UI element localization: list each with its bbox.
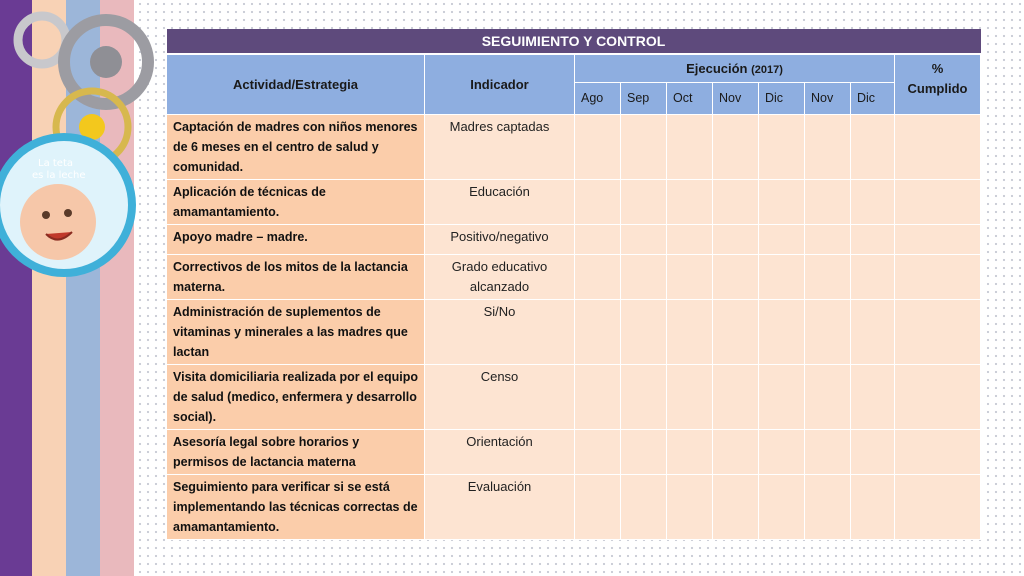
month-cell [851,224,895,254]
month-cell [851,364,895,429]
month-cell [805,474,851,539]
month-cell [805,364,851,429]
month-cell [621,224,667,254]
activity-cell: Visita domiciliaria realizada por el equipo de salud (medico, enfermera y desarrollo social). [167,364,425,429]
month-cell [575,254,621,299]
header-execution [575,54,895,82]
activity-cell: Asesoría legal sobre horarios y permisos de lactancia materna [167,429,425,474]
percent-cell [895,364,981,429]
activity-cell: Seguimiento para verificar si se está implementando las técnicas correctas de amamantamiento. [167,474,425,539]
month-cell [621,429,667,474]
month-cell [575,474,621,539]
month-cell [667,299,713,364]
month-cell [621,474,667,539]
month-cell [575,364,621,429]
month-cell [667,429,713,474]
month-cell [713,474,759,539]
month-cell [713,179,759,224]
month-cell [759,299,805,364]
month-cell [759,474,805,539]
header-percent-symbol: % [931,61,944,76]
month-header: Dic [759,82,805,114]
month-cell [667,474,713,539]
month-cell [713,299,759,364]
table-row [167,114,981,179]
indicator-cell: Grado educativo alcanzado [425,254,575,299]
month-cell [575,224,621,254]
table-body [167,114,981,539]
baby-face-icon [20,184,96,260]
percent-cell [895,179,981,224]
logo-text-line1: La teta [38,158,73,169]
month-cell [667,364,713,429]
month-cell [621,179,667,224]
tracking-table [166,29,981,540]
decorative-rings-logo [0,0,170,300]
month-cell [805,254,851,299]
activity-cell: Apoyo madre – madre. [167,224,425,254]
month-cell [851,429,895,474]
month-cell [759,254,805,299]
tracking-table-container [166,29,980,540]
table-row [167,364,981,429]
month-header: Ago [575,82,621,114]
logo-text-line2: es la leche [32,170,86,181]
month-cell [851,179,895,224]
month-cell [851,254,895,299]
table-row [167,299,981,364]
month-header: Dic [851,82,895,114]
month-cell [667,114,713,179]
percent-cell [895,299,981,364]
month-cell [621,254,667,299]
month-cell [713,364,759,429]
month-cell [713,224,759,254]
table-row [167,429,981,474]
month-cell [851,114,895,179]
month-cell [667,224,713,254]
header-activity: Actividad/Estrategia [167,54,425,114]
month-cell [759,224,805,254]
month-cell [805,224,851,254]
month-cell [805,299,851,364]
indicator-cell: Evaluación [425,474,575,539]
header-percent [895,54,981,114]
month-cell [713,429,759,474]
percent-cell [895,114,981,179]
month-cell [851,474,895,539]
header-execution-year: (2017) [751,63,783,76]
ring-center-icon [90,46,122,78]
percent-cell [895,224,981,254]
month-cell [621,364,667,429]
table-row [167,254,981,299]
table-row [167,179,981,224]
activity-cell: Administración de suplementos de vitaminas y minerales a las madres que lactan [167,299,425,364]
indicator-cell: Si/No [425,299,575,364]
header-execution-label: Ejecución [686,60,748,76]
month-cell [575,299,621,364]
month-header: Nov [713,82,759,114]
header-percent-label: Cumplido [907,81,968,96]
indicator-cell: Orientación [425,429,575,474]
month-cell [667,179,713,224]
activity-cell: Aplicación de técnicas de amamantamiento. [167,179,425,224]
activity-cell: Captación de madres con niños menores de 6 meses en el centro de salud y comunidad. [167,114,425,179]
indicator-cell: Madres captadas [425,114,575,179]
month-header: Sep [621,82,667,114]
month-cell [575,114,621,179]
table-title: SEGUIMIENTO Y CONTROL [167,29,981,54]
month-cell [851,299,895,364]
month-cell [621,114,667,179]
month-cell [713,254,759,299]
month-cell [805,429,851,474]
indicator-cell: Positivo/negativo [425,224,575,254]
activity-cell: Correctivos de los mitos de la lactancia materna. [167,254,425,299]
month-cell [575,429,621,474]
indicator-cell: Educación [425,179,575,224]
month-header: Oct [667,82,713,114]
table-row [167,224,981,254]
table-row [167,474,981,539]
month-cell [575,179,621,224]
percent-cell [895,474,981,539]
percent-cell [895,254,981,299]
month-cell [621,299,667,364]
month-cell [759,364,805,429]
month-cell [713,114,759,179]
month-cell [805,114,851,179]
header-indicator: Indicador [425,54,575,114]
percent-cell [895,429,981,474]
indicator-cell: Censo [425,364,575,429]
month-cell [759,114,805,179]
month-cell [667,254,713,299]
month-header: Nov [805,82,851,114]
month-cell [805,179,851,224]
month-cell [759,179,805,224]
month-cell [759,429,805,474]
